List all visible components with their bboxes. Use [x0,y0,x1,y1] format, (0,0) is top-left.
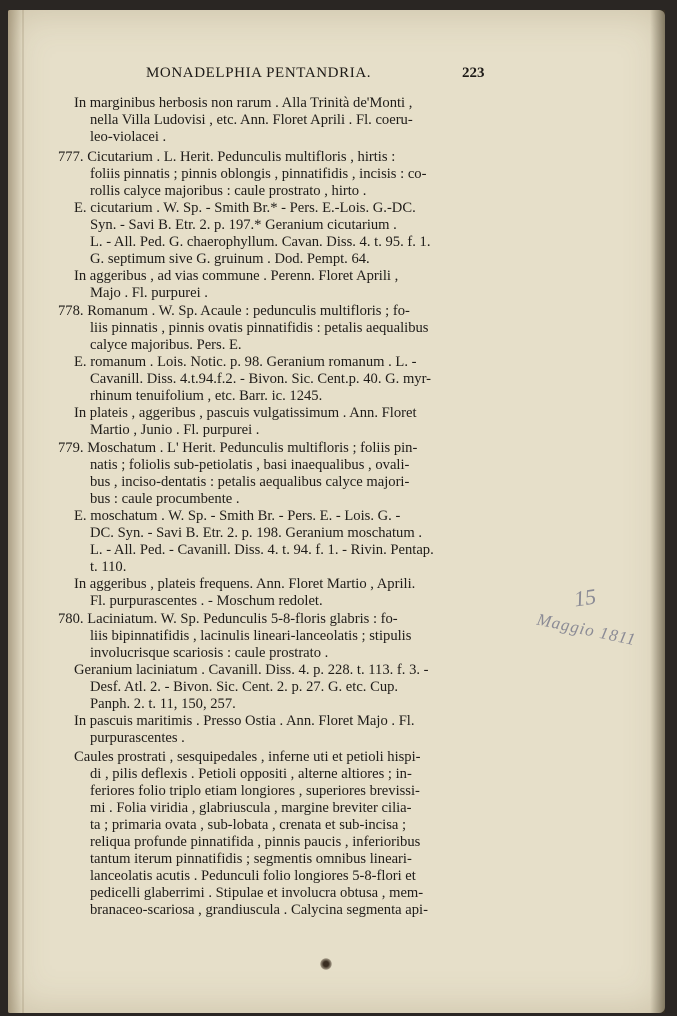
text-line: purpurascentes . [90,730,185,746]
text-line: In pascuis maritimis . Presso Ostia . Ann. Floret Majo . Fl. [74,713,415,729]
ink-spot [320,958,332,970]
text-line: 777. Cicutarium . L. Herit. Pedunculis multifloris , hirtis : [58,149,396,165]
text-line: ta ; primaria ovata , sub-lobata , crenata et sub-incisa ; [90,817,407,833]
text-line: 778. Romanum . W. Sp. Acaule : pedunculis multifloris ; fo- [58,303,410,319]
text-line: di , pilis deflexis . Petioli oppositi , alterne altiores ; in- [90,766,412,782]
text-line: E. moschatum . W. Sp. - Smith Br. - Pers. E. - Lois. G. - [74,508,401,524]
text-line: L. - All. Ped. G. chaerophyllum. Cavan. Diss. 4. t. 95. f. 1. [90,234,431,250]
text-line: Syn. - Savi B. Etr. 2. p. 197.* Geranium cicutarium . [90,217,397,233]
text-line: Geranium laciniatum . Cavanill. Diss. 4. p. 228. t. 113. f. 3. - [74,662,429,678]
text-line: calyce majoribus. Pers. E. [90,337,242,353]
text-line: In aggeribus , plateis frequens. Ann. Floret Martio , Aprili. [74,576,416,592]
text-line: Caules prostrati , sesquipedales , inferne uti et petioli hispi- [74,749,421,765]
text-line: foliis pinnatis ; pinnis oblongis , pinnatifidis , incisis : co- [90,166,427,182]
running-title: MONADELPHIA PENTANDRIA. [146,65,372,81]
text-line: feriores folio triplo etiam longiores , superiores brevissi- [90,783,420,799]
text-line: reliqua profunde pinnatifida , pinnis paucis , inferioribus [90,834,421,850]
text-line: E. romanum . Lois. Notic. p. 98. Geranium romanum . L. - [74,354,417,370]
text-line: leo-violacei . [90,129,167,145]
text-line: mi . Folia viridia , glabriuscula , margine breviter cilia- [90,800,412,816]
text-line: liis bipinnatifidis , lacinulis lineari-lanceolatis ; stipulis [90,628,412,644]
text-line: Panph. 2. t. 11, 150, 257. [90,696,236,712]
text-line: DC. Syn. - Savi B. Etr. 2. p. 198. Geranium moschatum . [90,525,422,541]
text-line: bus , inciso-dentatis : petalis aequalibus calyce majori- [90,474,410,490]
text-line: G. septimum sive G. gruinum . Dod. Pempt. 64. [90,251,370,267]
text-line: 779. Moschatum . L' Herit. Pedunculis multifloris ; foliis pin- [58,440,418,456]
text-line: Cavanill. Diss. 4.t.94.f.2. - Bivon. Sic. Cent.p. 40. G. myr- [90,371,432,387]
text-line: natis ; foliolis sub-petiolatis , basi inaequalibus , ovali- [90,457,410,473]
text-line: bus : caule procumbente . [90,491,240,507]
text-line: Majo . Fl. purpurei . [90,285,208,301]
text-line: rhinum tenuifolium , etc. Barr. ic. 1245. [90,388,323,404]
text-line: involucrisque scariosis : caule prostrato . [90,645,329,661]
text-line: nella Villa Ludovisi , etc. Ann. Floret Aprili . Fl. coeru- [90,112,413,128]
text-line: branaceo-scariosa , grandiuscula . Calycina segmenta api- [90,902,428,918]
text-line: In aggeribus , ad vias commune . Perenn. Floret Aprili , [74,268,399,284]
text-line: lanceolatis acutis . Pedunculi folio longiores 5-8-flori et [90,868,416,884]
text-line: rollis calyce majoribus : caule prostrato , hirto . [90,183,367,199]
text-line: pedicelli glaberrimi . Stipulae et involucra obtusa , mem- [90,885,424,901]
text-line: Martio , Junio . Fl. purpurei . [90,422,260,438]
pencil-annotation-number: 15 [572,583,598,612]
text-line: In plateis , aggeribus , pascuis vulgatissimum . Ann. Floret [74,405,417,421]
pencil-annotation-date: Maggio 1811 [535,609,638,650]
text-line: Fl. purpurascentes . - Moschum redolet. [90,593,323,609]
text-line: liis pinnatis , pinnis ovatis pinnatifidis : petalis aequalibus [90,320,429,336]
text-line: t. 110. [90,559,127,575]
text-line: L. - All. Ped. - Cavanill. Diss. 4. t. 94. f. 1. - Rivin. Pentap. [90,542,434,558]
text-line: E. cicutarium . W. Sp. - Smith Br.* - Pers. E.-Lois. G.-DC. [74,200,416,216]
text-line: 780. Laciniatum. W. Sp. Pedunculis 5-8-floris glabris : fo- [58,611,398,627]
text-line: tantum iterum pinnatifidis ; segmentis omnibus lineari- [90,851,412,867]
text-line: In marginibus herbosis non rarum . Alla Trinità de'Monti , [74,95,413,111]
text-line: Desf. Atl. 2. - Bivon. Sic. Cent. 2. p. 27. G. etc. Cup. [90,679,399,695]
page-number: 223 [462,65,485,81]
